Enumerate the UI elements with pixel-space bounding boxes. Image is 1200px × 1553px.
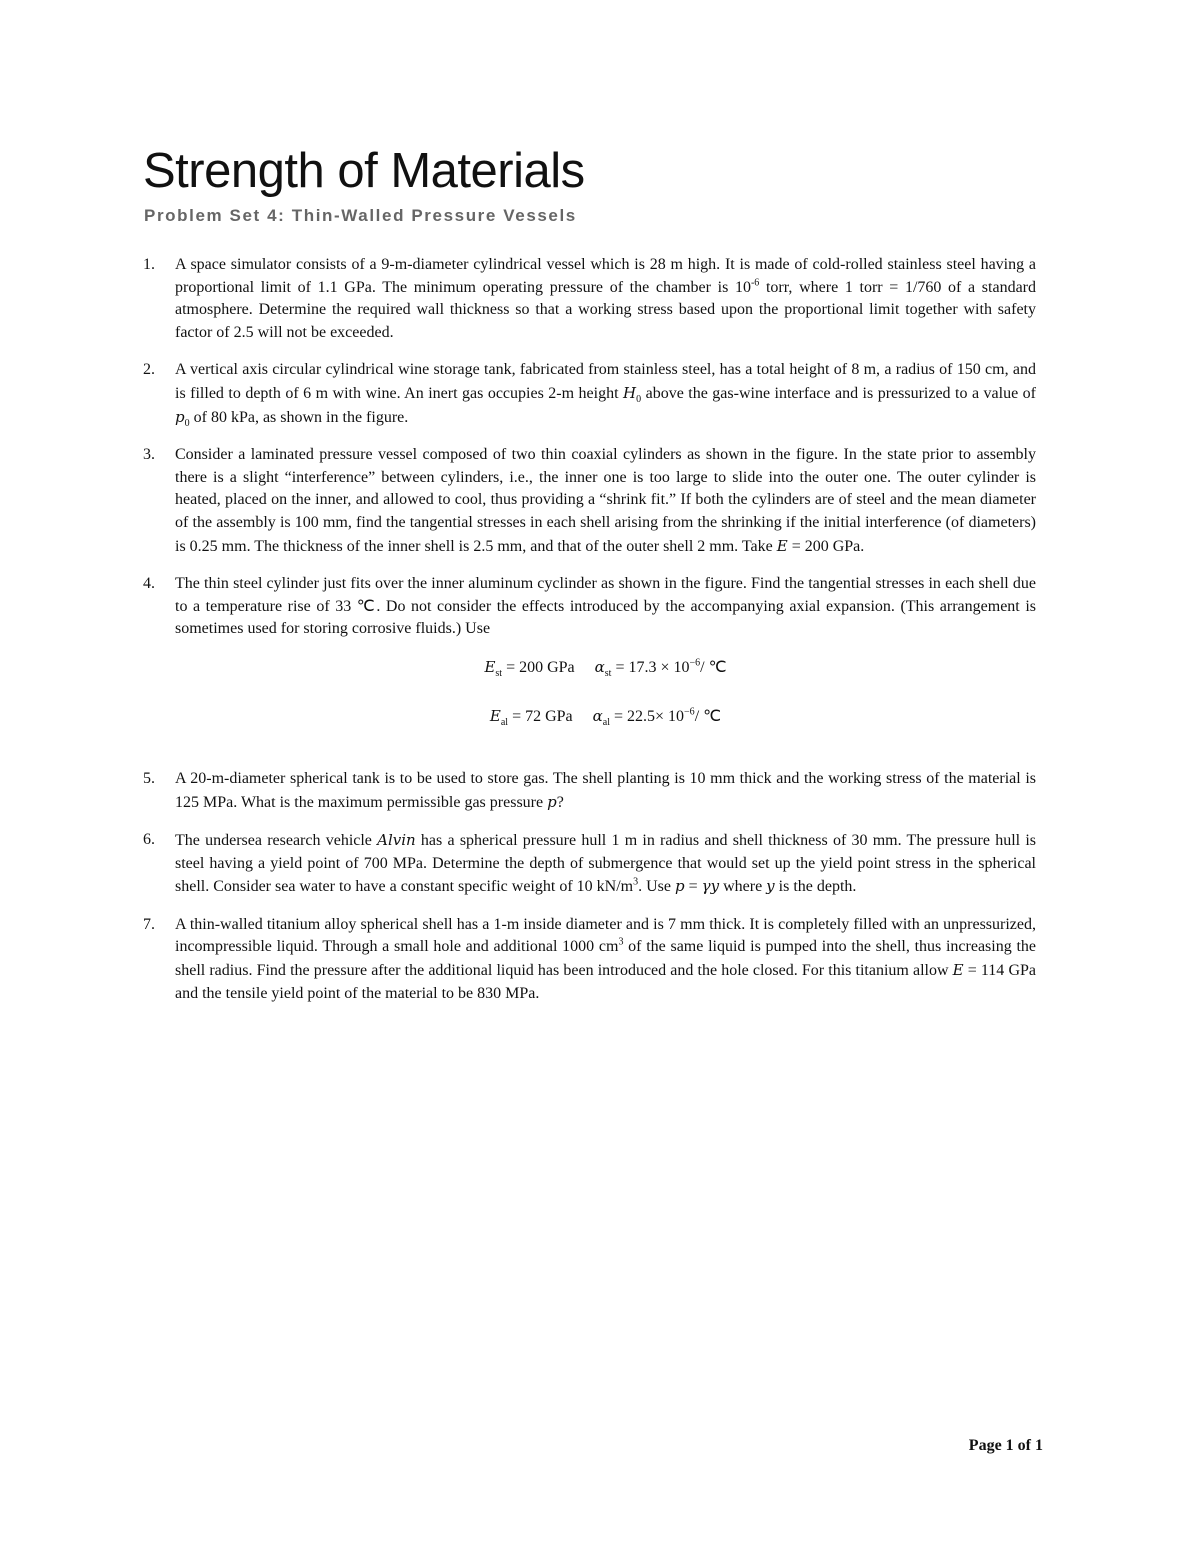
problem-item bbox=[143, 914, 1036, 1005]
equation-block bbox=[175, 655, 1036, 753]
text-run: of the same liquid is pumped into the shell, thus increasing the shell radius. Find the pressure after the additional liquid has been introduced and the hole closed. For this titanium allow bbox=[175, 938, 1036, 980]
document-title: Strength of Materials bbox=[143, 144, 585, 198]
equation-line bbox=[175, 655, 1036, 704]
subscript-text: st bbox=[604, 668, 612, 680]
text-run: A vertical axis circular cylindrical wine storage tank, fabricated from stainless steel, has a total height of 8 m, a radius of 150 cm, and is filled to depth of 6 m with wine. An inert gas occupies 2-m height bbox=[175, 361, 1036, 402]
problem-item bbox=[143, 768, 1036, 814]
subscript-text: al bbox=[500, 717, 509, 729]
text-run: ? bbox=[556, 793, 564, 811]
equation-line bbox=[175, 704, 1036, 753]
math-symbol: γy bbox=[701, 877, 720, 896]
text-run: = 200 GPa bbox=[502, 658, 595, 676]
supscript-text: −6 bbox=[689, 657, 701, 669]
text-run: is the depth. bbox=[774, 878, 857, 896]
text-run: torr, where 1 torr = 1/760 of a standard atmosphere. Determine the required wall thickness so that a working stress based upon the proportional limit together with safety factor of 2.5 will not be exceeded. bbox=[175, 278, 1037, 341]
text-run: = 72 GPa bbox=[508, 707, 593, 725]
subscript-text: al bbox=[602, 717, 610, 729]
problem-number: 7. bbox=[143, 915, 155, 933]
supscript-text: 3 bbox=[618, 937, 624, 949]
math-symbol: α bbox=[594, 657, 605, 676]
text-run: above the gas-wine interface and is pressurized to a value of bbox=[641, 384, 1037, 402]
math-symbol: E bbox=[489, 706, 501, 725]
math-symbol: p bbox=[175, 407, 185, 426]
text-run: = 114 GPa and the tensile yield point of the material to be 830 MPa. bbox=[175, 962, 1037, 1002]
text-run: A thin-walled titanium alloy spherical shell has a 1-m inside diameter and is 7 mm thick. It is completely filled with an unpressurized, incompressible liquid. Through a small hole and additional 1000 cm bbox=[175, 915, 1036, 956]
problem-number: 5. bbox=[143, 769, 155, 787]
math-symbol: E bbox=[952, 961, 964, 980]
text-run: / ℃ bbox=[700, 658, 727, 676]
page-number: Page 1 of 1 bbox=[968, 1437, 1043, 1454]
math-symbol: H bbox=[623, 383, 637, 402]
problem-item bbox=[143, 444, 1036, 558]
subscript-text: 0 bbox=[636, 394, 642, 406]
text-run: has a spherical pressure hull 1 m in radius and shell thickness of 30 mm. The pressure hull is steel having a yield point of 700 MPa. Determine the depth of submergence that would set up the yield point stress in the spherical shell. Consider sea water to have a constant specific weight of 10 kN/m bbox=[175, 832, 1037, 896]
text-run: / ℃ bbox=[694, 707, 722, 725]
math-symbol: E bbox=[776, 536, 788, 555]
text-run: . Use bbox=[638, 878, 675, 896]
text-run: = bbox=[684, 878, 702, 896]
math-symbol: Alvin bbox=[377, 831, 416, 850]
problem-item bbox=[143, 359, 1036, 429]
problem-text bbox=[175, 829, 1036, 899]
supscript-text: 3 bbox=[633, 876, 639, 888]
problem-text bbox=[175, 914, 1036, 1005]
problem-list bbox=[143, 254, 1036, 1020]
problem-number: 4. bbox=[143, 575, 155, 593]
math-symbol: y bbox=[766, 877, 775, 896]
math-symbol: p bbox=[547, 792, 557, 811]
supscript-text: -6 bbox=[750, 277, 760, 289]
text-run: A space simulator consists of a 9-m-diameter cylindrical vessel which is 28 m high. It is made of cold-rolled stainless steel having a proportional limit of 1.1 GPa. The minimum operating pressure of the chamber is 10 bbox=[175, 256, 1036, 296]
problem-text bbox=[175, 444, 1036, 558]
problem-number: 3. bbox=[143, 446, 155, 464]
math-symbol: E bbox=[484, 657, 496, 676]
supscript-text: −6 bbox=[684, 706, 695, 718]
problem-number: 6. bbox=[143, 831, 155, 849]
document-subtitle: Problem Set 4: Thin-Walled Pressure Vessels bbox=[144, 206, 577, 225]
subscript-text: st bbox=[495, 668, 503, 680]
problem-item bbox=[143, 829, 1036, 899]
problem-text bbox=[175, 573, 1036, 641]
text-run: The thin steel cylinder just fits over the inner aluminum cyclinder as shown in the figure. Find the tangential stresses in each shell due to a temperature rise of 33 ℃. Do not consider the effects introduced by the accompanying axial expansion. (This arrangement is sometimes used for storing corrosive fluids.) Use bbox=[175, 575, 1036, 638]
text-run: A 20-m-diameter spherical tank is to be used to store gas. The shell planting is 10 mm thick and the working stress of the material is 125 MPa. What is the maximum permissible gas pressure bbox=[175, 769, 1036, 811]
text-run: = 200 GPa. bbox=[787, 537, 865, 555]
problem-text bbox=[175, 359, 1036, 429]
text-run: = 22.5× 10 bbox=[610, 707, 685, 725]
math-symbol: p bbox=[674, 877, 685, 896]
text-run: where bbox=[719, 878, 767, 896]
text-run: = 17.3 × 10 bbox=[611, 658, 690, 676]
problem-number: 2. bbox=[143, 361, 155, 379]
problem-item bbox=[143, 573, 1036, 753]
problem-item bbox=[143, 254, 1036, 344]
problem-text bbox=[175, 768, 1036, 814]
subscript-text: 0 bbox=[184, 417, 190, 429]
text-run: of 80 kPa, as shown in the figure. bbox=[189, 408, 409, 426]
problem-number: 1. bbox=[143, 256, 155, 273]
text-run: The undersea research vehicle bbox=[175, 832, 378, 850]
text-run: Consider a laminated pressure vessel composed of two thin coaxial cylinders as shown in the figure. In the state prior to assembly there is a slight “interference” between cylinders, i.e., the inner one is too large to slide into the outer one. The outer cylinder is heated, placed on the inner, and allowed to cool, thus providing a “shrink fit.” If both the cylinders are of steel and the mean diameter of the assembly is 100 mm, find the tangential stresses in each shell arising from the shrinking if the initial interference (of diameters) is 0.25 mm. The thickness of the inner shell is 2.5 mm, and that of the outer shell 2 mm. Take bbox=[175, 446, 1036, 555]
math-symbol: α bbox=[592, 706, 603, 725]
problem-text bbox=[175, 254, 1036, 344]
